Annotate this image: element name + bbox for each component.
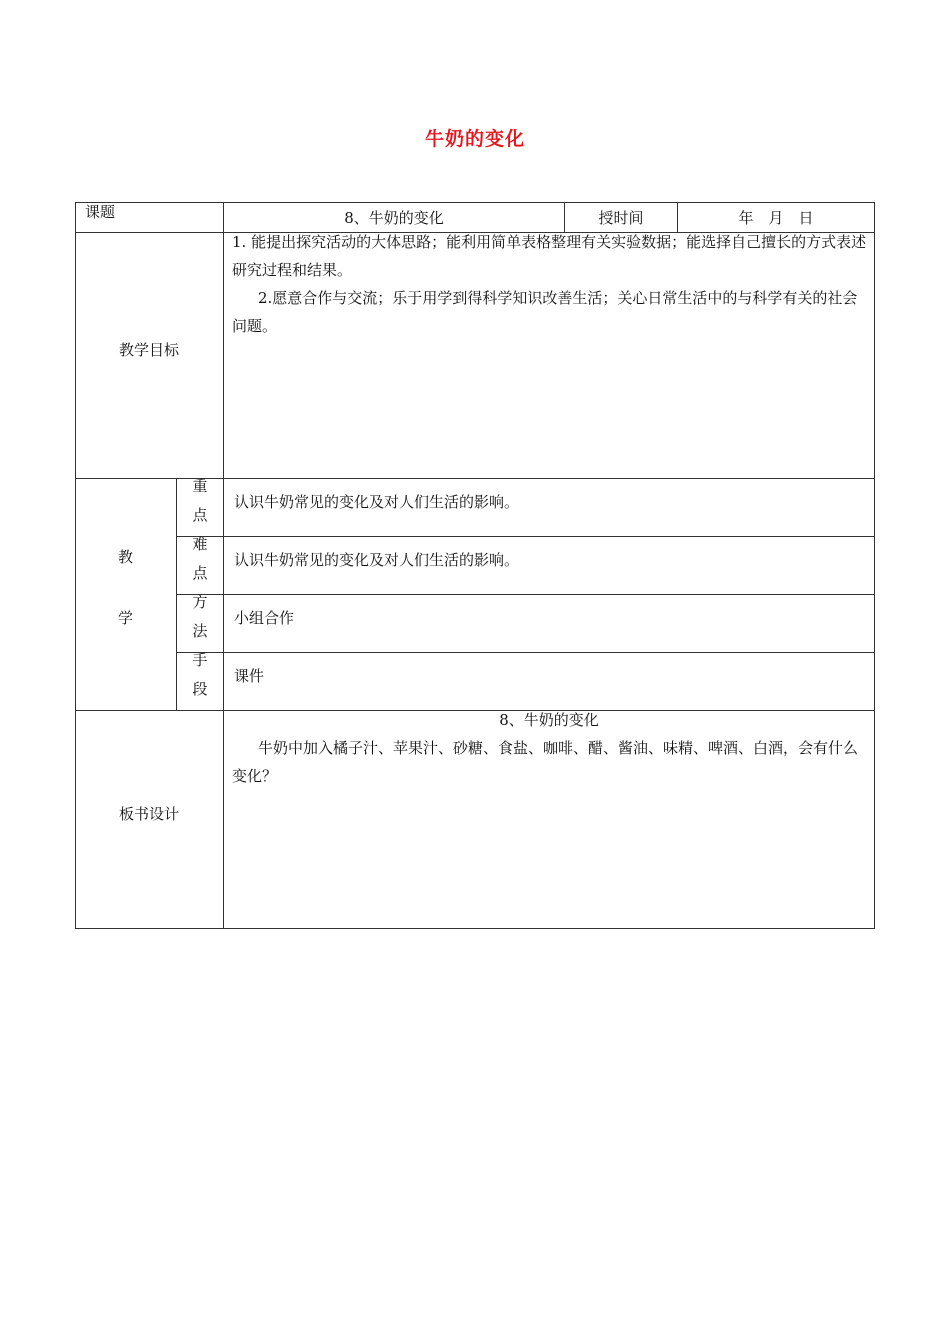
board-label: 板书设计 [118,805,179,823]
objective-item-2: 2.愿意合作与交流；乐于用学到得科学知识改善生活；关心日常生活中的与科学有关的社会问题。 [232,289,858,335]
key-point-label: 重 点 [192,477,208,524]
means-content: 课件 [234,667,265,685]
difficulty-label: 难 点 [192,535,208,582]
board-text: 牛奶中加入橘子汁、苹果汁、砂糖、食盐、咖啡、醋、酱油、味精、啤酒、白酒，会有什么变化？ [232,739,859,785]
teaching-label-2: 学 [117,609,133,627]
row-divider [176,536,875,537]
topic-label: 课题 [85,203,116,221]
lesson-plan-table [75,202,875,929]
row-divider [176,652,875,653]
row-divider [176,594,875,595]
key-point-content: 认识牛奶常见的变化及对人们生活的影响。 [234,493,520,511]
objectives-content [232,228,868,340]
teaching-label-1: 教 [117,548,133,566]
column-divider [223,710,224,929]
topic-value: 8、牛奶的变化 [344,209,444,227]
method-content: 小组合作 [234,609,295,627]
objectives-label: 教学目标 [118,341,179,359]
table-border-top [75,202,875,203]
objective-item-1: 1. 能提出探究活动的大体思路；能利用简单表格整理有关实验数据；能选择自己擅长的方式表述研究过程和结果。 [232,233,867,279]
column-divider [223,202,224,479]
date-value: 年 月 日 [738,209,814,227]
board-heading: 8、牛奶的变化 [499,711,599,729]
table-border-right [874,202,875,929]
difficulty-content: 认识牛奶常见的变化及对人们生活的影响。 [234,551,520,569]
document-title: 牛奶的变化 [424,128,525,150]
time-label: 授时间 [598,209,644,227]
method-label: 方 法 [192,593,208,640]
means-label: 手 段 [192,651,208,698]
table-border-bottom [75,928,875,929]
